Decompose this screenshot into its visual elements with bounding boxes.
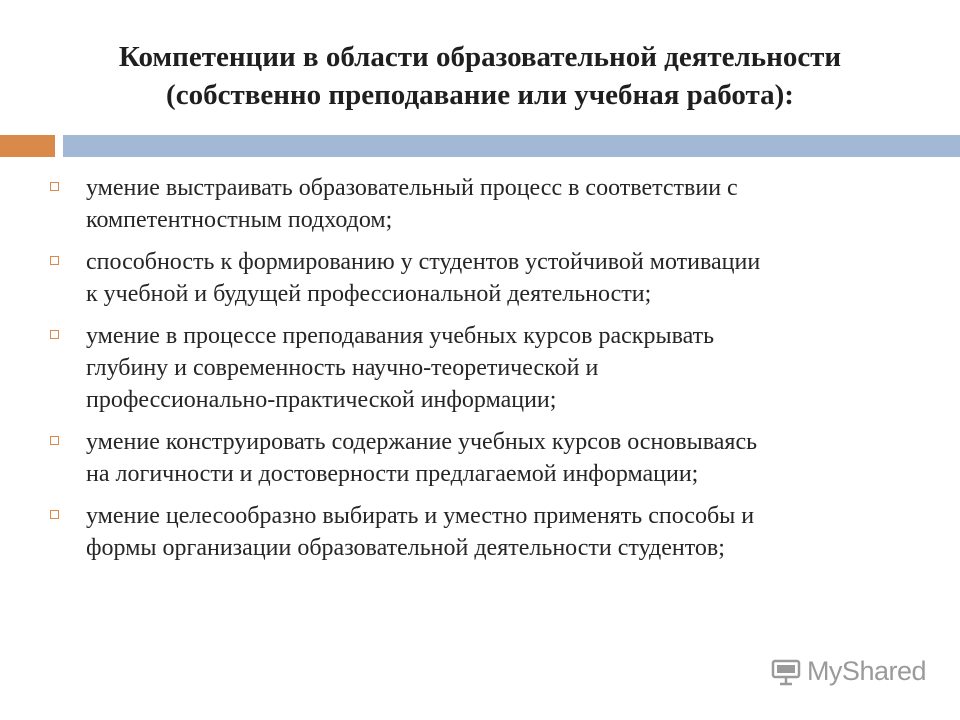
slide-title xyxy=(60,38,900,114)
bullet-text-line: профессионально-практической информации; xyxy=(86,387,557,413)
slide-title-line-2: (собственно преподавание или учебная работа): xyxy=(166,79,794,111)
bullet-item xyxy=(48,426,928,490)
slide-title-line-1: Компетенции в области образовательной деятельности xyxy=(118,41,842,73)
square-bullet-icon xyxy=(50,330,59,339)
bullet-list xyxy=(48,172,928,574)
bullet-text-line: способность к формированию у студентов устойчивой мотивации xyxy=(86,249,761,275)
bullet-text-line: умение в процессе преподавания учебных курсов раскрывать xyxy=(86,323,715,349)
bullet-text-line: умение выстраивать образовательный процесс в соответствии с xyxy=(86,175,738,201)
bullet-item xyxy=(48,172,928,236)
bullet-text-line: компетентностным подходом; xyxy=(86,207,393,233)
bullet-text-line: на логичности и достоверности предлагаемой информации; xyxy=(86,461,699,487)
accent-bar-blue xyxy=(63,135,960,157)
bullet-item xyxy=(48,500,928,564)
bullet-text-line: умение целесообразно выбирать и уместно применять способы и xyxy=(86,503,755,529)
bullet-item xyxy=(48,246,928,310)
square-bullet-icon xyxy=(50,256,59,265)
square-bullet-icon xyxy=(50,510,59,519)
bullet-text-line: умение конструировать содержание учебных курсов основываясь xyxy=(86,429,758,455)
bullet-text-line: к учебной и будущей профессиональной деятельности; xyxy=(86,281,652,307)
square-bullet-icon xyxy=(50,182,59,191)
watermark-text: MyShared xyxy=(806,656,926,686)
bullet-item xyxy=(48,320,928,416)
projector-screen-icon xyxy=(771,657,801,687)
bullet-text-line: формы организации образовательной деятельности студентов; xyxy=(86,535,725,561)
bullet-text-line: глубину и современность научно-теоретической и xyxy=(86,355,599,381)
square-bullet-icon xyxy=(50,436,59,445)
watermark-logo xyxy=(771,656,926,687)
accent-bar-orange xyxy=(0,135,55,157)
